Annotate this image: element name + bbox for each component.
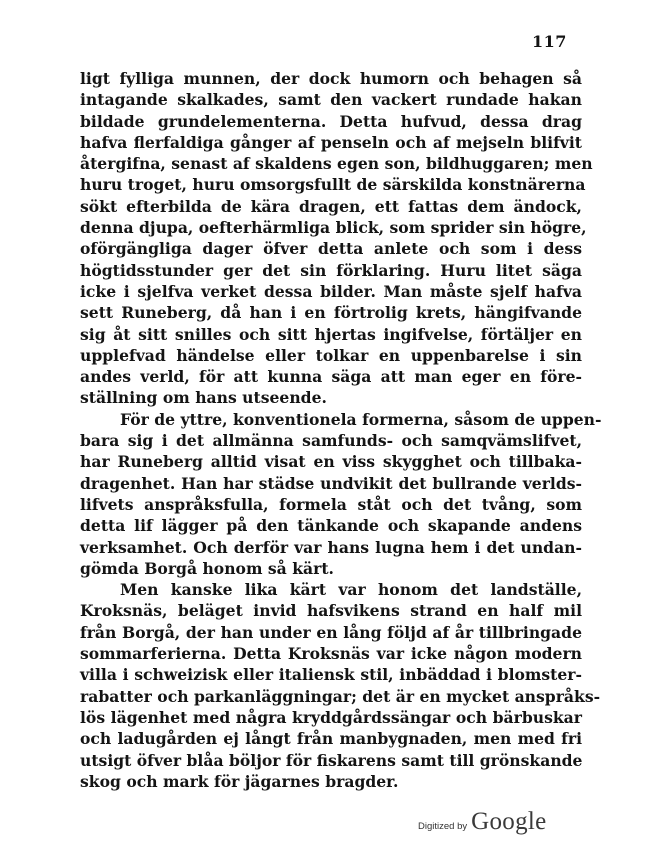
text-line: sommarferierna. Detta Kroksnäs var icke någon modern	[80, 644, 582, 664]
text-line: utsigt öfver blåa böljor för fiskarens samt till grönskande	[80, 750, 583, 770]
text-line: huru troget, huru omsorgsfullt de särskilda konstnärerna	[80, 175, 586, 195]
text-line: återgifna, senast af skaldens egen son, bildhuggaren; men	[80, 154, 593, 174]
text-line: ställning om hans utseende.	[80, 388, 327, 408]
text-line: lifvets anspråksfulla, formela ståt och det tvång, som	[80, 494, 582, 514]
text-body	[80, 68, 602, 792]
text-line: lös lägenhet med några kryddgårdssängar och bärbuskar	[80, 707, 582, 727]
text-line: Kroksnäs, beläget invid hafsvikens strand en half mil	[80, 601, 582, 621]
text-line: upplefvad händelse eller tolkar en uppenbarelse i sin	[80, 345, 582, 365]
text-line: från Borgå, der han under en lång följd af år tillbringade	[80, 622, 582, 642]
digitized-by-label: Digitized by	[418, 821, 468, 832]
digitization-footer	[418, 808, 547, 836]
text-line: villa i schweizisk eller italiensk stil, inbäddad i blomster-	[80, 665, 582, 685]
paragraph	[80, 68, 593, 409]
text-line: Men kanske lika kärt var honom det landställe,	[120, 580, 582, 600]
text-line: skog och mark för jägarnes bragder.	[80, 771, 399, 791]
text-line: bara sig i det allmänna samfunds- och samqvämslifvet,	[80, 431, 582, 451]
text-line: oförgängliga dager öfver detta anlete och som i dess	[80, 239, 582, 259]
text-line: sett Runeberg, då han i en förtrolig krets, hängifvande	[80, 303, 582, 323]
text-line: hafva flerfaldiga gånger af penseln och af mejseln blifvit	[80, 132, 582, 152]
text-line: har Runeberg alltid visat en viss skygghet och tillbaka-	[80, 452, 582, 472]
text-line: sökt efterbilda de kära dragen, ett fattas dem ändock,	[80, 196, 582, 216]
text-line: sig åt sitt snilles och sitt hjertas ingifvelse, förtäljer en	[80, 324, 582, 344]
page-number: 117	[532, 32, 567, 51]
text-line: denna djupa, oefterhärmliga blick, som sprider sin högre,	[80, 218, 587, 238]
text-line: rabatter och parkanläggningar; det är en mycket anspråks-	[80, 686, 601, 706]
text-line: och ladugården ej långt från manbygnaden, men med fri	[80, 729, 582, 749]
text-line: verksamhet. Och derför var hans lugna hem i det undan-	[80, 537, 582, 557]
text-line: ligt fylliga munnen, der dock humorn och behagen så	[80, 69, 582, 88]
text-line: andes verld, för att kunna säga att man eger en före-	[80, 367, 582, 387]
google-logo: Google	[471, 808, 547, 835]
text-line: dragenhet. Han har städse undvikit det bullrande verlds-	[80, 473, 582, 493]
paragraph	[80, 409, 602, 579]
text-line: gömda Borgå honom så kärt.	[80, 558, 334, 578]
paragraph	[80, 579, 601, 792]
text-line: icke i sjelfva verket dessa bilder. Man måste sjelf hafva	[80, 281, 582, 301]
text-line: högtidsstunder ger det sin förklaring. Huru litet säga	[80, 260, 582, 280]
text-line: intagande skalkades, samt den vackert rundade hakan	[80, 90, 582, 110]
text-line: bildade grundelementerna. Detta hufvud, dessa drag	[80, 111, 582, 131]
text-line: detta lif lägger på den tänkande och skapande andens	[80, 516, 582, 536]
text-line: För de yttre, konventionela formerna, såsom de uppen-	[120, 409, 602, 429]
